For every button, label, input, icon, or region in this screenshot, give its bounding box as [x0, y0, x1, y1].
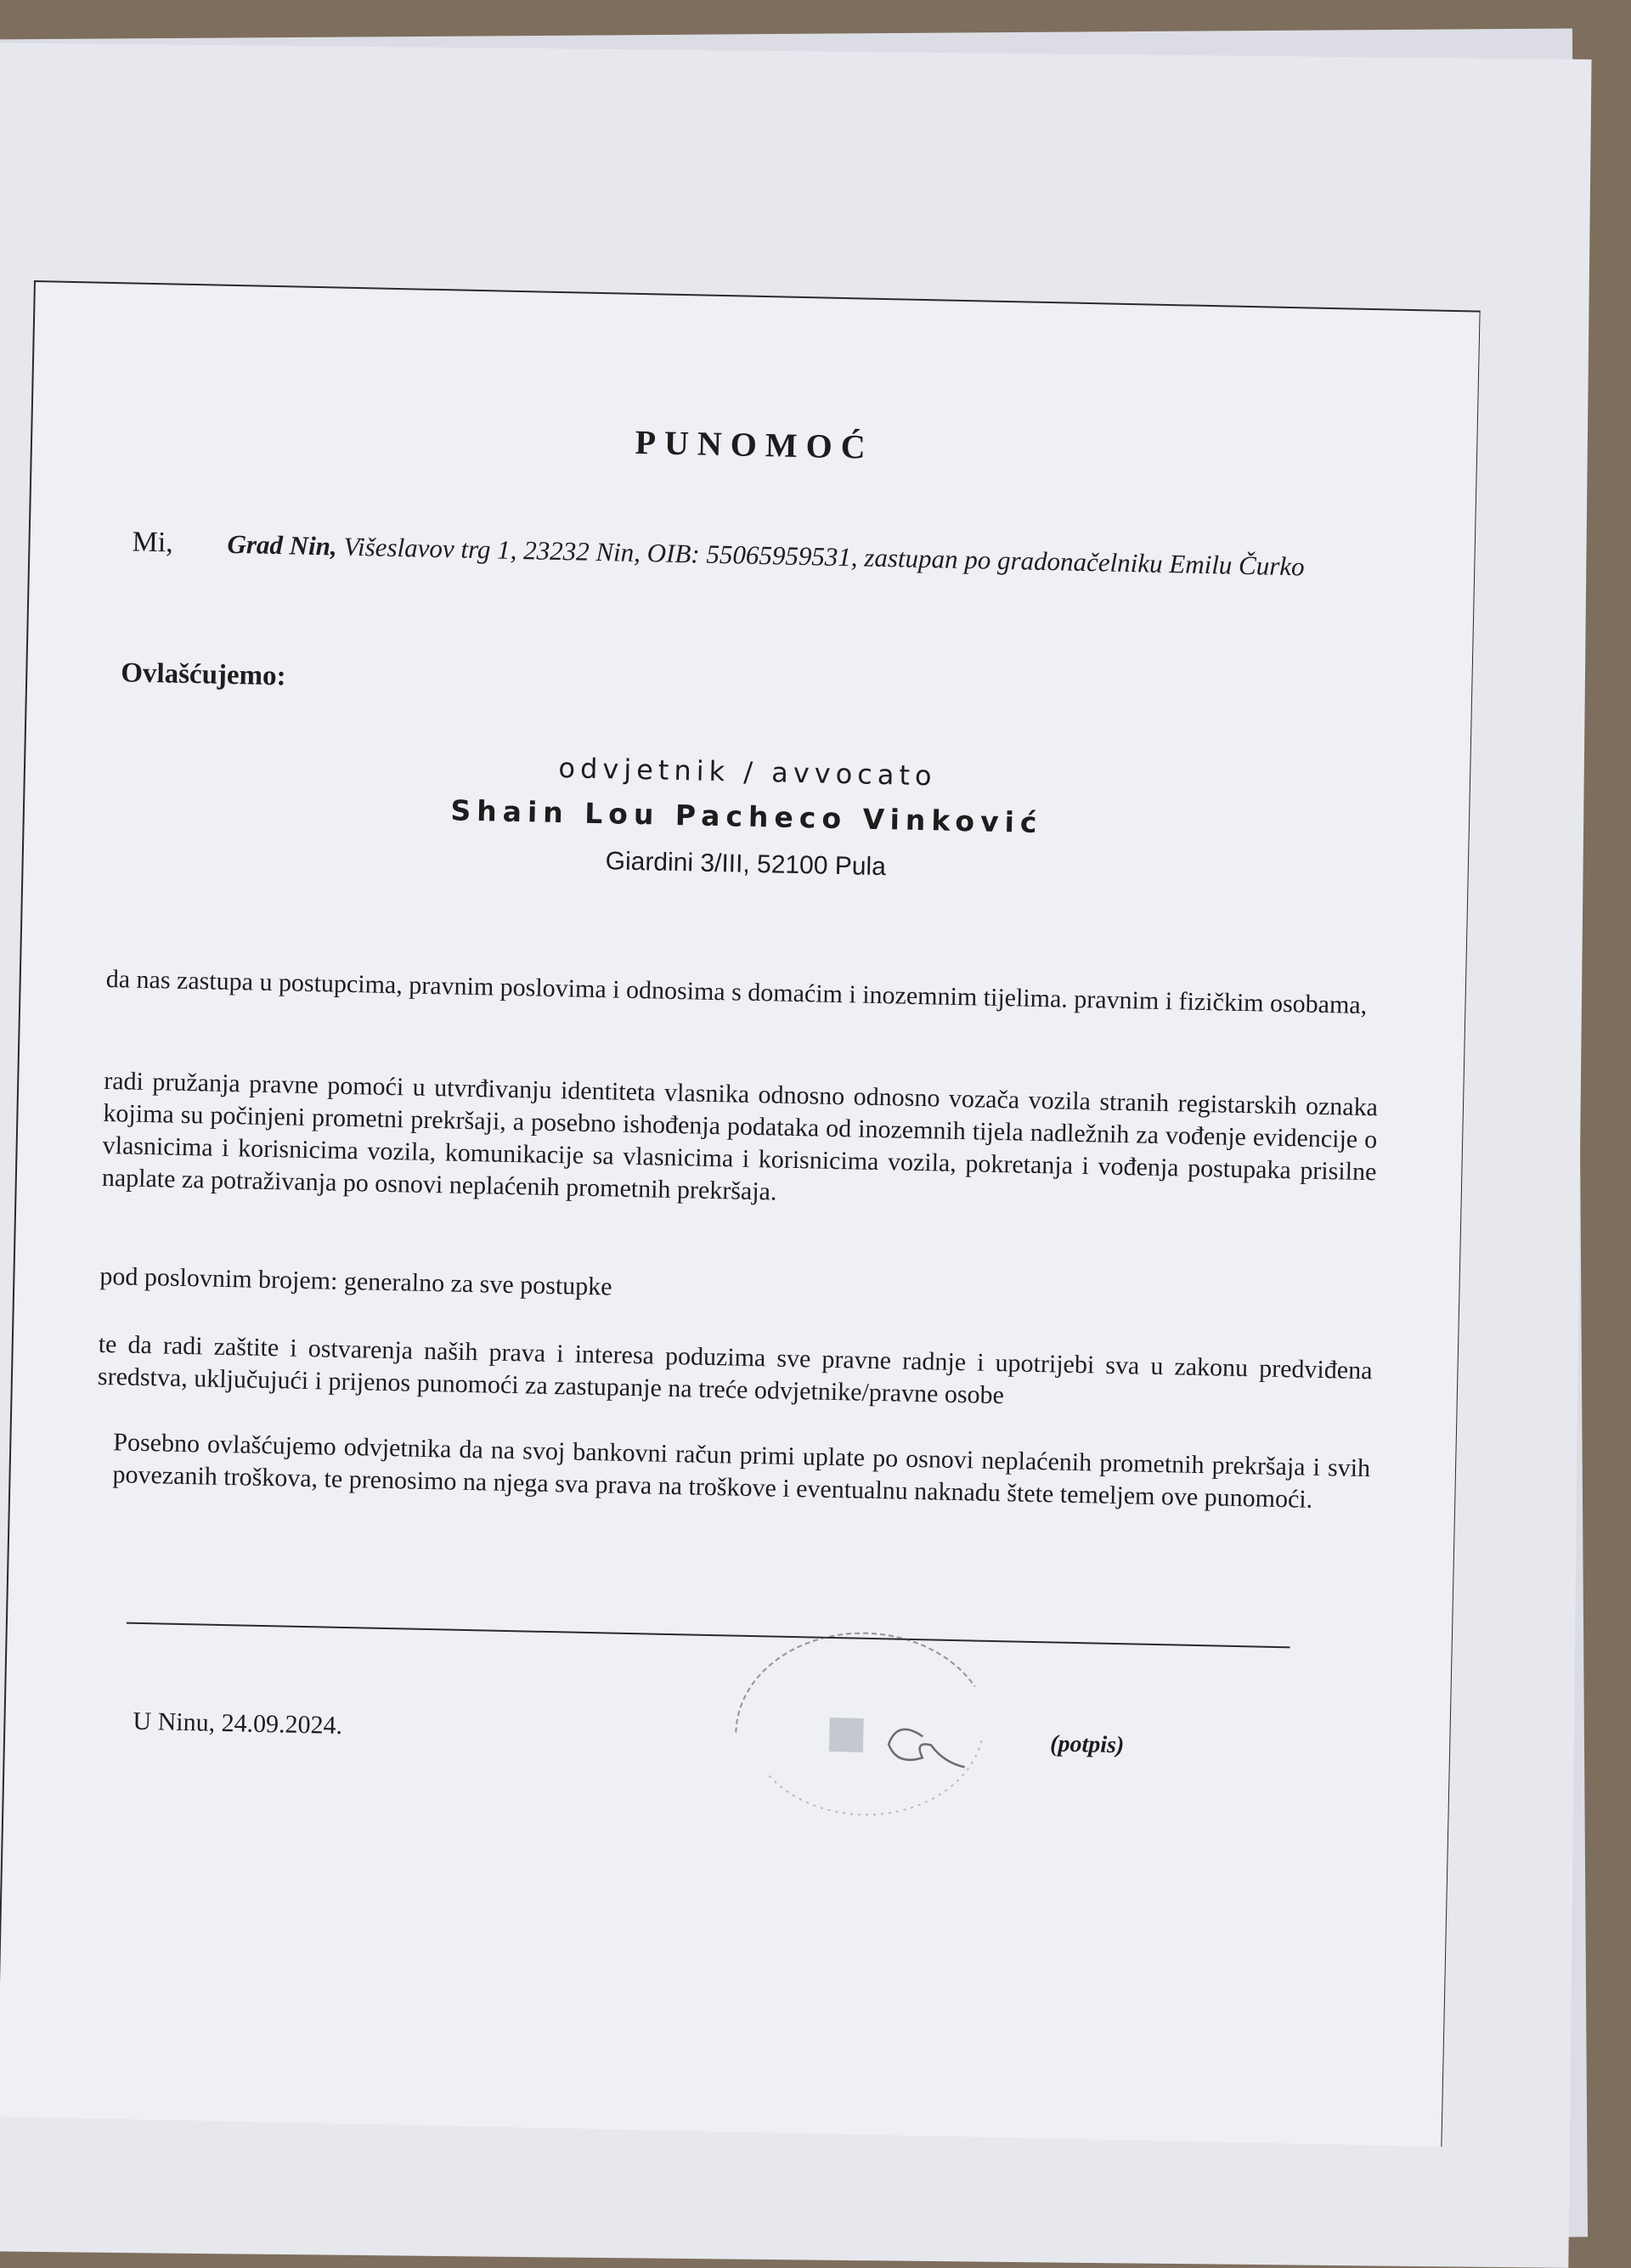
- paragraph-case-number: pod poslovnim brojem: generalno za sve postupke: [99, 1261, 612, 1301]
- lawyer-name: Shain Lou Pacheco Vinković: [450, 793, 1043, 840]
- signature-label: (potpis): [1049, 1730, 1125, 1759]
- lawyer-address: Giardini 3/III, 52100 Pula: [605, 847, 887, 882]
- grantor-details: Višeslavov trg 1, 23232 Nin, OIB: 55065959531, zastupan po gradonačelniku Emilu Čurko: [343, 531, 1306, 582]
- paragraph-representation: da nas zastupa u postupcima, pravnim poslovima i odnosima s domaćim i inozemnim tijelima. pravnim i fizičkim osobama,: [105, 964, 1368, 1020]
- grantor-block: [227, 528, 1382, 584]
- official-stamp: [717, 1605, 1010, 1831]
- document-title: PUNOMOĆ: [635, 422, 875, 466]
- lawyer-block: [24, 741, 1470, 894]
- paragraph-rights: te da radi zaštite i ostvarenja naših prava i interesa poduzima sve pravne radnje i upotrijebi sva u zakonu predviđena sredstva, uključujući i prijenos punomoći za zastupanje na treće odvjetnike/pravne osobe: [97, 1329, 1373, 1410]
- authorize-label: Ovlašćujemo:: [120, 657, 286, 692]
- power-of-attorney-page: [0, 280, 1481, 2147]
- signature-line: [127, 1622, 1290, 1649]
- paragraph-purpose: radi pružanja pravne pomoći u utvrđivanju identiteta vlasnika odnosno odnosno vozača vozila stranih registarskih oznaka kojima su počinjeni prometni prekršaji, a posebno ishođenja podataka od inozemnih tijela nadležnih za vođenje evidencije o vlasnicima i korisnicima vozila, komunikacije sa vlasnicima i korisnicima vozila, pokretanja i vođenja postupaka prisilne naplate za potraživanja po osnovi neplaćenih prometnih prekršaja.: [101, 1066, 1379, 1206]
- place-date: U Ninu, 24.09.2024.: [133, 1707, 343, 1740]
- grantor-name: Grad Nin,: [227, 528, 338, 561]
- paragraph-special-authorization: Posebno ovlašćujemo odvjetnika da na svoj bankovni račun primi uplate po osnovi neplaćenih prometnih prekršaja i svih povezanih troškova, te prenosimo na njega sva prava na troškove i eventualnu naknadu štete temeljem ove punomoći.: [112, 1428, 1371, 1514]
- grantor-label: Mi,: [132, 526, 174, 559]
- lawyer-role: odvjetnik / avvocato: [558, 752, 937, 793]
